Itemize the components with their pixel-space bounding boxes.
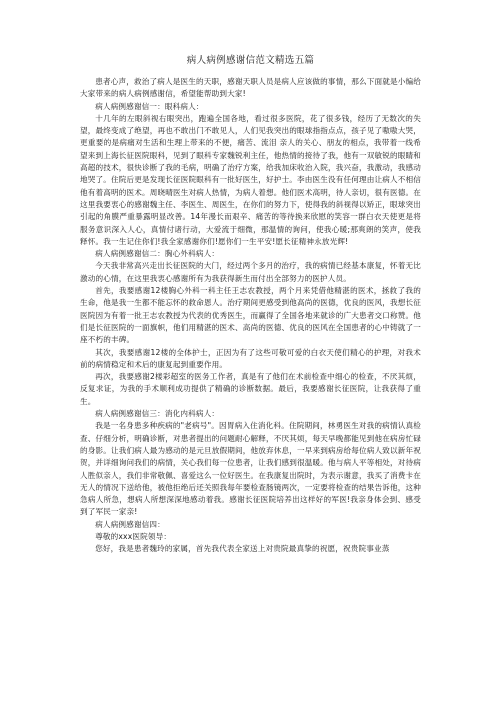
document-title: 病人病例感谢信范文精选五篇 xyxy=(186,55,315,66)
letter-two-paragraph: 今天我非常高兴走出长征医院的大门，经过两个多月的治疗，我的病情已经基本康复，怀着无比激动的心情，在这里我衷心感谢所有为我获得新生而付出全部努力的医护人员。 xyxy=(80,261,421,283)
letter-four-salutation: 尊敬的xxx医院领导： xyxy=(95,531,172,541)
letter-four-body: 您好，我是患者魏玲的家属，首先我代表全家送上对贵院最真挚的祝愿，祝贵院事业蒸 xyxy=(95,544,390,554)
letter-three-heading: 病人病例感谢信三：消化内科病人： xyxy=(95,409,220,419)
letter-one-body: 十几年的左眼斜视右眼突出，跑遍全国各地，看过很多医院，花了很多钱，经历了无数次的失望，最终变成了绝望，再也不敢出门不敢见人，人们见我突出的眼球指指点点，孩子见了嗷嗷大哭，更重要的是病痛对生活和生理上带来的不便，痛苦、流泪 亲人的关心、朋友的相点，我带着一线希望来到上海长征医院眼科，见到了眼科专家魏锐利主任，他热情的接待了我，他有一双敏锐的眼睛和高超的技术，很快诊断了我的毛病，明确了治疗方案，给我加床收治入院，我兴奋，我激动，我感动地哭了。住院后更是发现长征医院眼科有一批好医生，好护士。李由医生没有任何理由让病人不相信他有着高明的医术。周晓晴医生对病人热情，为病人着想。他们医术高明，待人亲切，很有医德。在这里我要衷心的感谢魏主任、李医生、周医生，在你们的努力下，使得我的斜视得以矫正，眼球突出引起的角膜严重暴露明显改善。14年漫长而艰辛、痛苦的等待换来欣慰的笑容一群白衣天使更是将服务意识深入人心，真情付诸行动，大爱流于细微，那温情的询问，使我心暖;那爽朗的笑声，使我释怀。我一生记住你们!我全家感谢你们!愿你们一生平安!愿长征精神永放光辉! xyxy=(80,113,421,246)
letter-three-body: 我是一名身患多种疾病的"老病号"。因胃病入住消化科。住院期间，林勇医生对我的病情认真检查、仔细分析，明确诊断，对患者提出的问题耐心解释，不厌其烦，每天早晚都能见到他在病房忙碌的身影。让我们病人最为感动的是元旦放假期间，他放弃休息，一早来到病房给每位病人致以新年祝贺，并详细询问我们的病情，关心我们每一位患者，让我们感到很温暖。他与病人平等相处，对待病人胜似亲人，我们非常敬佩、喜爱这么一位好医生。在我康复出院时，为表示谢意，我买了消费卡在无人的情况下送给他，被他拒绝后还关照我每年要检查肠镜两次，一定要将检查的结果告诉他，这种急病人所急，想病人所想深深地感动着我。感谢长征医院培养出这样好的军医!我亲身体会到、感受到了军民一家亲! xyxy=(80,421,421,517)
letter-four-heading: 病人病例感谢信四： xyxy=(95,519,165,529)
intro-paragraph: 患者心声，救治了病人是医生的天职，感谢天职人员是病人应该做的事情，那么下面就是小编给大家带来的病人病例感谢信，希望能帮助到大家! xyxy=(80,77,421,99)
letter-two-paragraph: 其次，我要感谢12楼的全体护士，正因为有了这些可敬可爱的白衣天使们精心的护理，对我术前的病情稳定和术后的康复起到重要作用。 xyxy=(80,347,421,369)
letter-one-heading: 病人病例感谢信一：眼科病人： xyxy=(95,101,204,111)
letter-two-paragraph: 再次，我要感谢2楼彩超室的医务工作者，真是有了他们在术前检查中细心的检查，不厌其烦，反复求证，为我的手术顺利成功提供了精确的诊断数据。最后，我要感谢长征医院，让我获得了重生。 xyxy=(80,372,421,406)
letter-two-heading: 病人病例感谢信二：胸心外科病人： xyxy=(95,249,220,259)
letter-two-paragraph: 首先，我要感谢12楼胸心外科一科主任王志农教授，两个月来凭借他精湛的医术，拯救了我的生命，他是我一生都不能忘怀的救命恩人。治疗期间更感受到他高尚的医德，优良的医风，我想长征医院因为有着一批王志农教授为代表的优秀医生，而赢得了全国各地来就诊的广大患者交口称赞。他们是长征医院的一面旗帜，他们用精湛的医术、高尚的医德、优良的医风在全国患者的心中铸就了一座不朽的丰碑。 xyxy=(80,286,421,345)
